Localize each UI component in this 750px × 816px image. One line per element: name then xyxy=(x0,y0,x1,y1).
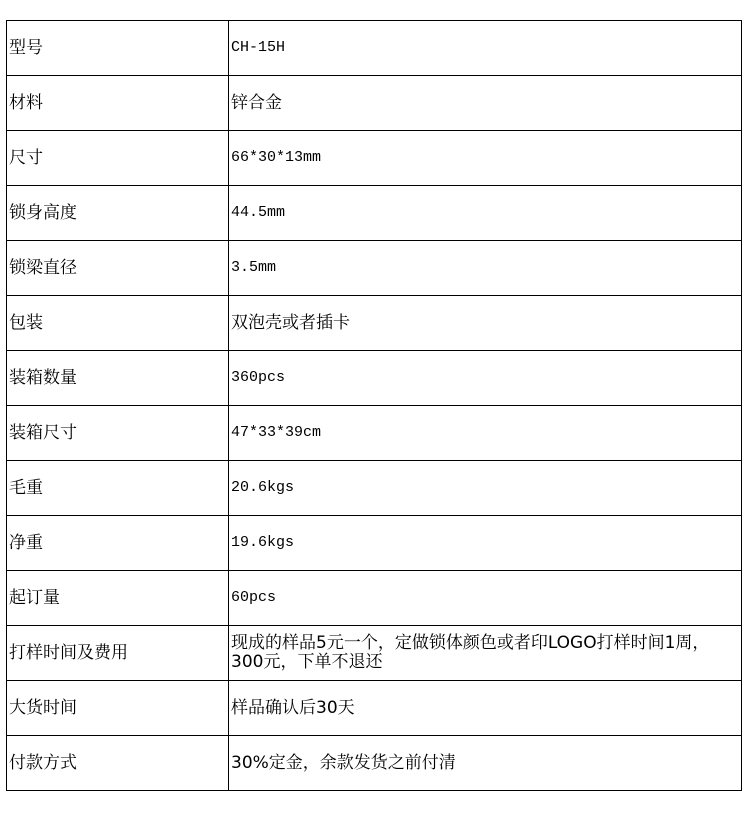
spec-label: 净重 xyxy=(7,516,229,571)
spec-table xyxy=(6,20,742,791)
spec-value: 现成的样品5元一个，定做锁体颜色或者印LOGO打样时间1周，300元，下单不退还 xyxy=(229,626,742,681)
table-row xyxy=(7,241,742,296)
spec-label: 付款方式 xyxy=(7,736,229,791)
spec-value: 3.5mm xyxy=(229,241,742,296)
spec-value: 44.5mm xyxy=(229,186,742,241)
spec-label: 尺寸 xyxy=(7,131,229,186)
spec-value: 360pcs xyxy=(229,351,742,406)
table-row xyxy=(7,186,742,241)
table-row xyxy=(7,76,742,131)
table-row xyxy=(7,736,742,791)
table-row xyxy=(7,21,742,76)
spec-label: 装箱数量 xyxy=(7,351,229,406)
spec-label: 包装 xyxy=(7,296,229,351)
spec-label: 毛重 xyxy=(7,461,229,516)
table-row xyxy=(7,626,742,681)
table-row xyxy=(7,516,742,571)
table-row xyxy=(7,571,742,626)
table-row xyxy=(7,296,742,351)
spec-label: 型号 xyxy=(7,21,229,76)
spec-label: 锁身高度 xyxy=(7,186,229,241)
spec-value: 双泡壳或者插卡 xyxy=(229,296,742,351)
table-row xyxy=(7,406,742,461)
spec-value: 19.6kgs xyxy=(229,516,742,571)
table-row xyxy=(7,461,742,516)
spec-label: 材料 xyxy=(7,76,229,131)
table-row xyxy=(7,131,742,186)
spec-value: 锌合金 xyxy=(229,76,742,131)
spec-value: 样品确认后30天 xyxy=(229,681,742,736)
spec-label: 打样时间及费用 xyxy=(7,626,229,681)
spec-label: 装箱尺寸 xyxy=(7,406,229,461)
spec-label: 锁梁直径 xyxy=(7,241,229,296)
spec-label: 起订量 xyxy=(7,571,229,626)
spec-value: 30%定金，余款发货之前付清 xyxy=(229,736,742,791)
spec-label: 大货时间 xyxy=(7,681,229,736)
spec-value: CH-15H xyxy=(229,21,742,76)
table-row xyxy=(7,681,742,736)
spec-value: 66*30*13mm xyxy=(229,131,742,186)
spec-value: 20.6kgs xyxy=(229,461,742,516)
spec-value: 47*33*39cm xyxy=(229,406,742,461)
spec-value: 60pcs xyxy=(229,571,742,626)
table-row xyxy=(7,351,742,406)
